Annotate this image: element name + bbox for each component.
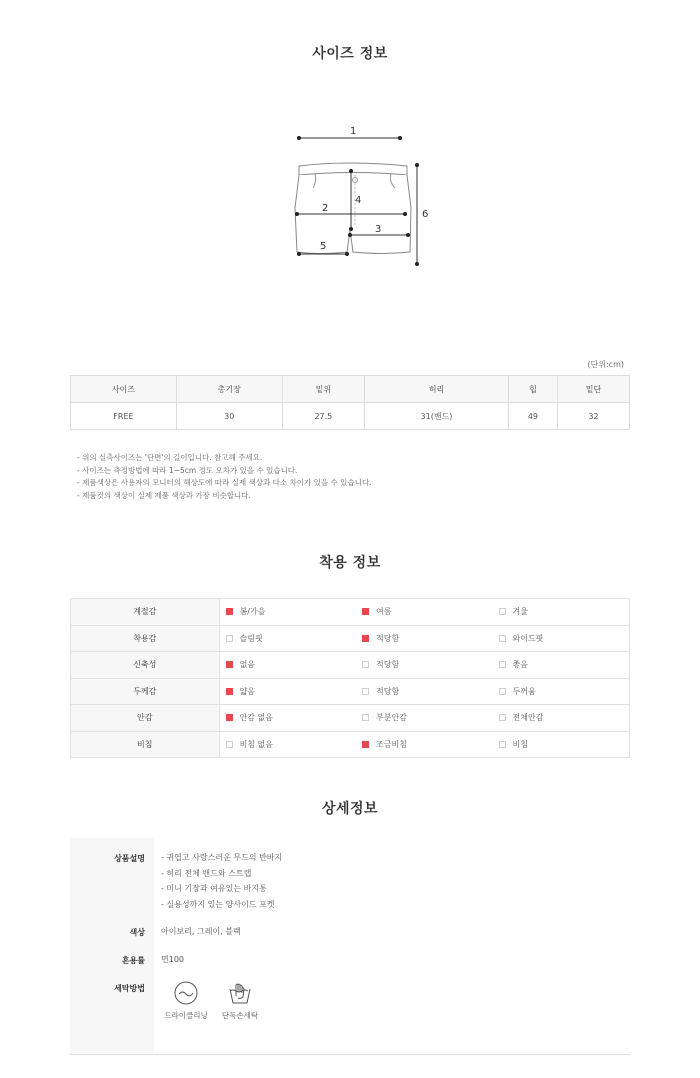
diagram-label-5: 5: [320, 241, 327, 252]
fit-option-label: 비침 없음: [239, 739, 274, 749]
unchecked-box-icon: [499, 608, 506, 615]
note-line: - 제품색상은 사용자의 모니터의 해상도에 따라 실제 색상과 다소 차이가 있을 수 있습니다.: [77, 478, 372, 487]
diagram-label-1: 1: [350, 126, 357, 137]
size-cell: 30: [176, 403, 282, 430]
unchecked-box-icon: [226, 635, 233, 642]
detail-label-column: [70, 838, 154, 1054]
fit-option-label: 와이드핏: [512, 633, 544, 643]
fit-option: [493, 678, 630, 705]
note-line: - 위의 실측사이즈는 '단면'의 길이입니다. 참고해 주세요.: [77, 453, 263, 462]
fit-option-label: 없음: [239, 660, 256, 670]
fit-option-label: 부분안감: [376, 713, 407, 723]
unchecked-box-icon: [362, 714, 369, 721]
size-header-cell: 힙: [508, 376, 557, 403]
table-row: [71, 652, 630, 679]
fit-option-label: 비침: [512, 739, 528, 749]
fit-option-label: 조금비침: [376, 739, 407, 749]
checked-box-icon: [362, 608, 369, 615]
wash-label: 세탁방법: [114, 984, 145, 993]
fit-option: [356, 625, 492, 652]
fit-table: [70, 598, 630, 758]
size-table: [70, 375, 630, 430]
table-row: [71, 625, 630, 652]
checked-box-icon: [362, 741, 369, 748]
fit-option: [493, 652, 630, 679]
fit-option: [219, 625, 356, 652]
dry-clean-item: [164, 980, 208, 1021]
size-notes: [77, 452, 372, 502]
description-text: [161, 850, 282, 912]
fit-option-label: 봄/가을: [239, 607, 266, 617]
size-header-cell: 사이즈: [71, 376, 177, 403]
fit-option: [493, 625, 630, 652]
checked-box-icon: [226, 608, 233, 615]
table-row: [71, 599, 630, 626]
unchecked-box-icon: [499, 661, 506, 668]
fit-option-label: 슬림핏: [239, 633, 263, 643]
size-cell: 49: [508, 403, 557, 430]
description-label: 상품설명: [114, 854, 145, 863]
fit-option-label: 적당함: [376, 660, 400, 670]
fit-option: [493, 705, 630, 732]
fit-option-label: 적당함: [376, 633, 400, 643]
checked-box-icon: [226, 688, 233, 695]
checked-box-icon: [362, 635, 369, 642]
fit-option-label: 얇음: [239, 686, 256, 696]
fit-option-label: 안감 없음: [239, 713, 274, 723]
fit-option: [219, 599, 356, 626]
table-row: [71, 731, 630, 758]
size-header-cell: 밑위: [282, 376, 364, 403]
fit-category: 안감: [71, 705, 220, 732]
unchecked-box-icon: [499, 688, 506, 695]
size-info-title: 사이즈 정보: [312, 46, 388, 62]
diagram-label-2: 2: [322, 203, 329, 214]
wash-icon-label: 드라이클리닝: [164, 1011, 208, 1020]
fit-option-label: 겨울: [512, 607, 528, 617]
size-table-header: [71, 376, 630, 403]
table-row: [71, 705, 630, 732]
size-header-cell: 허리: [365, 376, 509, 403]
fit-option-label: 적당함: [376, 686, 400, 696]
size-cell: FREE: [71, 403, 177, 430]
note-line: - 제품컷의 색상이 실제 제품 색상과 가장 비슷합니다.: [77, 490, 251, 500]
unchecked-box-icon: [499, 741, 506, 748]
fit-option-label: 두꺼움: [512, 686, 536, 696]
fit-category: 신축성: [71, 652, 220, 679]
dry-clean-icon: [173, 980, 199, 1006]
fit-category: 비침: [71, 731, 220, 758]
unchecked-box-icon: [226, 741, 233, 748]
hand-wash-icon: [227, 980, 253, 1006]
description-line: - 실용성까지 있는 양사이드 포켓: [161, 899, 275, 909]
checked-box-icon: [226, 714, 233, 721]
unit-label: (단위:cm): [587, 360, 624, 369]
diagram-label-4: 4: [355, 195, 362, 206]
size-header-cell: 밑단: [557, 376, 629, 403]
diagram-label-6: 6: [422, 209, 429, 220]
size-cell: 32: [557, 403, 629, 430]
fit-option: [493, 599, 630, 626]
description-line: - 허리 전체 밴드와 스트랩: [161, 868, 252, 878]
note-line: - 사이즈는 측정방법에 따라 1~5cm 정도 오차가 있을 수 있습니다.: [77, 465, 298, 475]
fit-option: [219, 705, 356, 732]
fit-category: 계절감: [71, 599, 220, 626]
material-value: 면100: [161, 955, 184, 964]
fit-option: [356, 678, 492, 705]
color-label: 색상: [129, 928, 145, 937]
wash-icon-label: 단독손세탁: [221, 1011, 259, 1020]
material-label: 혼용률: [121, 956, 145, 965]
unchecked-box-icon: [499, 714, 506, 721]
unchecked-box-icon: [499, 635, 506, 642]
fit-option: [356, 731, 492, 758]
fit-category: 착용감: [71, 625, 220, 652]
fit-option-label: 좋음: [512, 660, 528, 670]
description-line: - 귀엽고 사랑스러운 무드의 반바지: [161, 853, 283, 862]
detail-info-title: 상세정보: [321, 801, 379, 817]
fit-option: [493, 731, 630, 758]
color-value: 아이보리, 그레이, 블랙: [161, 927, 241, 936]
fit-option: [219, 678, 356, 705]
fit-option: [356, 705, 492, 732]
size-cell: 27.5: [282, 403, 364, 430]
unchecked-box-icon: [362, 688, 369, 695]
size-header-cell: 총기장: [176, 376, 282, 403]
table-row: [71, 403, 630, 430]
unchecked-box-icon: [362, 661, 369, 668]
checked-box-icon: [226, 661, 233, 668]
fit-category: 두께감: [71, 678, 220, 705]
fit-info-title: 착용 정보: [319, 555, 381, 571]
shorts-measurement-diagram: [285, 122, 435, 277]
fit-option-label: 전체안감: [512, 713, 544, 723]
fit-option: [356, 652, 492, 679]
diagram-label-3: 3: [375, 224, 382, 235]
fit-option: [356, 599, 492, 626]
fit-option-label: 여름: [376, 607, 392, 617]
description-line: - 미니 기장과 여유있는 바지통: [161, 884, 267, 893]
size-cell: 31(밴드): [365, 403, 509, 430]
hand-wash-item: [220, 980, 260, 1021]
detail-table: [70, 838, 630, 1055]
fit-option: [219, 652, 356, 679]
fit-option: [219, 731, 356, 758]
table-row: [71, 678, 630, 705]
